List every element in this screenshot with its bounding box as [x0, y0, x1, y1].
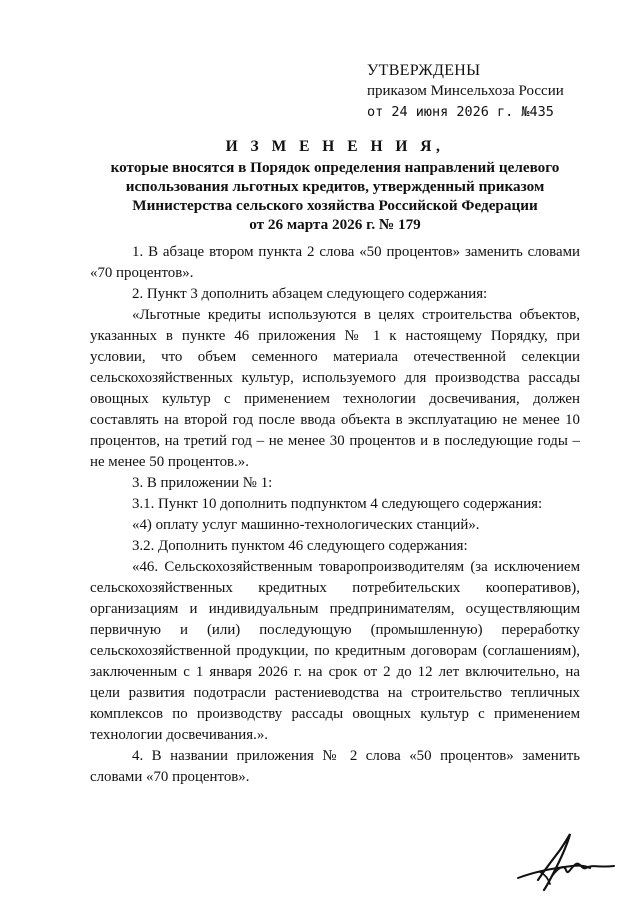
heading-title: И З М Е Н Е Н И Я, — [225, 138, 445, 155]
paragraph: «4) оплату услуг машинно-технологических станций». — [132, 517, 480, 533]
document-heading — [90, 137, 580, 234]
paragraph: 4. В названии приложения № 2 слова «50 процентов» заменить словами «70 процентов». — [90, 748, 580, 785]
paragraph: «Льготные кредиты используются в целях строительства объектов, указанных в пункте 46 приложения № 1 к настоящему Порядку, при условии, что объем семенного материала отечественной селекции сельскохозяйственных культур, используемого для производства рассады овощных культур с применением технологии досвечивания, должен составлять на второй год после ввода объекта в эксплуатацию не менее 10 процентов, на третий год – не менее 30 процентов и в последующие годы – не менее 50 процентов.». — [90, 307, 580, 470]
handwritten-signature — [510, 828, 620, 898]
paragraph: 3. В приложении № 1: — [132, 475, 273, 491]
heading-line: использования льготных кредитов, утвержденный приказом — [125, 178, 545, 195]
paragraph: «46. Сельскохозяйственным товаропроизводителям (за исключением сельскохозяйственных кредитных потребительских кооперативов), организациям и индивидуальным предпринимателям, осуществляющим первичную и (или) последующую (промышленную) переработку сельскохозяйственной продукции, по кредитным договорам (соглашениям), заключенным с 1 января 2026 г. на срок от 2 до 12 лет включительно, на цели развития подотрасли растениеводства на строительство тепличных комплексов по производству рассады овощных культур с применением технологии досвечивания.». — [90, 559, 580, 743]
paragraph: 3.2. Дополнить пунктом 46 следующего содержания: — [132, 538, 468, 554]
paragraph: 1. В абзаце втором пункта 2 слова «50 процентов» заменить словами «70 процентов». — [90, 244, 580, 281]
approval-title: УТВЕРЖДЕНЫ — [367, 62, 481, 79]
paragraph: 2. Пункт 3 дополнить абзацем следующего содержания: — [132, 286, 488, 302]
paragraph: 3.1. Пункт 10 дополнить подпунктом 4 следующего содержания: — [132, 496, 543, 512]
heading-line: которые вносятся в Порядок определения направлений целевого — [110, 159, 560, 176]
heading-line: Министерства сельского хозяйства Российской Федерации — [132, 197, 538, 214]
approval-stamp — [367, 60, 564, 123]
heading-line: от 26 марта 2026 г. № 179 — [249, 216, 421, 233]
document-body — [90, 242, 580, 788]
approval-order-line: приказом Минсельхоза России — [367, 83, 564, 99]
approval-date-line: от 24 июня 2026 г. №435 — [367, 104, 554, 120]
